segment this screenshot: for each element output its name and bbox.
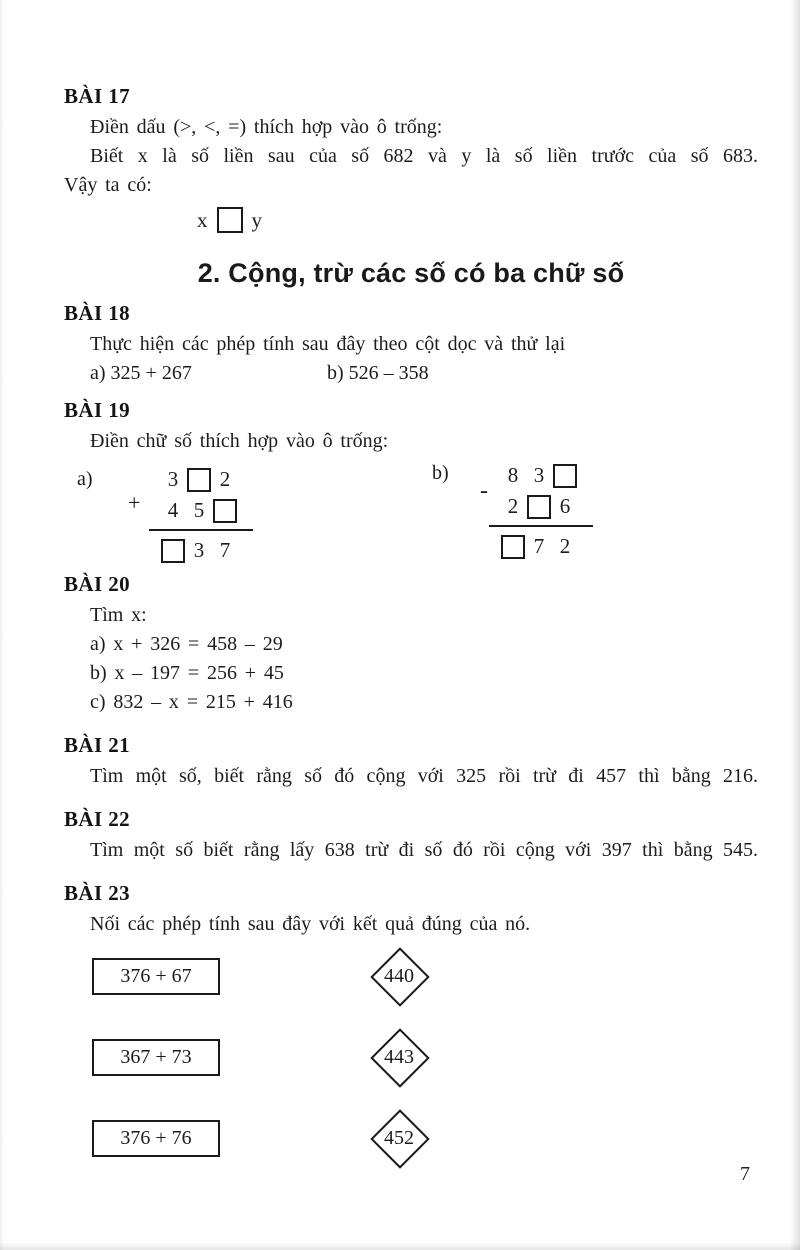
exercise-18-item-a: a) 325 + 267: [90, 362, 192, 384]
exercise-17-instruction: Điền dấu (>, <, =) thích hợp vào ô trống:: [90, 116, 443, 138]
compare-left-operand: x: [197, 207, 208, 232]
digit-cell: 5: [193, 498, 205, 522]
digit-cell: 2: [219, 467, 231, 491]
exercise-17-title: BÀI 17: [64, 84, 130, 108]
expression-text: 376 + 67: [120, 964, 192, 987]
result-diamond: [370, 947, 428, 1005]
exercise-18-items: [64, 359, 758, 388]
digit-cell: 3: [193, 538, 205, 562]
match-row: [64, 1028, 758, 1086]
digit-cell: 2: [507, 494, 519, 518]
exercise-21-text: Tìm một số, biết rằng số đó cộng với 325 rồi trừ đi 457 thì bằng 216.: [90, 765, 758, 787]
exercise-18-section: [64, 301, 758, 388]
digit-cell: 6: [559, 494, 571, 518]
exercise-23-matching: [64, 947, 758, 1167]
column-a-row2: [160, 495, 238, 526]
digit-cell: 8: [507, 463, 519, 487]
digit-cell: 2: [559, 534, 571, 558]
exercise-21-title: BÀI 21: [64, 733, 130, 757]
digit-cell: 4: [167, 498, 179, 522]
page-content: [64, 84, 758, 1190]
exercise-17-comparison: [197, 204, 758, 236]
exercise-23-title: BÀI 23: [64, 881, 130, 905]
expression-box: [92, 1120, 220, 1157]
exercise-19-problems: [64, 460, 758, 572]
column-b-result: [500, 531, 578, 562]
exercise-22-section: [64, 807, 758, 865]
scan-edge-bottom: [0, 1242, 800, 1250]
blank-answer-box: [217, 207, 243, 233]
result-text: 440: [384, 964, 414, 987]
exercise-20-title: BÀI 20: [64, 572, 130, 596]
column-problem-b: [480, 460, 578, 562]
exercise-20-item-c: c) 832 – x = 215 + 416: [90, 691, 293, 713]
exercise-22-title: BÀI 22: [64, 807, 130, 831]
expression-text: 376 + 76: [120, 1126, 192, 1149]
exercise-17-section: [64, 84, 758, 236]
page-number: 7: [740, 1163, 750, 1185]
exercise-18-instruction: Thực hiện các phép tính sau đây theo cột dọc và thử lại: [90, 333, 566, 355]
expression-box: [92, 1039, 220, 1076]
column-a-result: [160, 535, 238, 566]
blank-answer-box: [187, 468, 211, 492]
exercise-19-instruction: Điền chữ số thích hợp vào ô trống:: [90, 430, 389, 452]
result-text: 443: [384, 1045, 414, 1068]
column-b-row1: [500, 460, 578, 491]
section-heading: 2. Cộng, trừ các số có ba chữ số: [197, 258, 625, 288]
exercise-22-text: Tìm một số biết rằng lấy 638 trừ đi số đó rồi cộng với 397 thì bằng 545.: [90, 839, 758, 861]
exercise-21-section: [64, 733, 758, 791]
exercise-20-item-b: b) x – 197 = 256 + 45: [90, 662, 284, 684]
blank-answer-box: [501, 535, 525, 559]
column-problem-a: [128, 464, 238, 566]
exercise-17-conclusion: Vậy ta có:: [64, 174, 152, 196]
scan-edge-left: [0, 0, 4, 1250]
expression-text: 367 + 73: [120, 1045, 192, 1068]
problem-b-label: b): [432, 462, 449, 484]
match-row: [64, 947, 758, 1005]
digit-cell: 7: [219, 538, 231, 562]
blank-answer-box: [527, 495, 551, 519]
digit-cell: 3: [533, 463, 545, 487]
digit-cell: 3: [167, 467, 179, 491]
exercise-20-section: [64, 572, 758, 717]
column-a-row1: [160, 464, 238, 495]
sum-line: [149, 529, 253, 531]
blank-answer-box: [213, 499, 237, 523]
minus-operator: -: [480, 478, 488, 504]
column-b-row2: [500, 491, 578, 522]
scan-edge-right: [790, 0, 800, 1250]
exercise-20-item-a: a) x + 326 = 458 – 29: [90, 633, 283, 655]
match-row: [64, 1109, 758, 1167]
exercise-19-section: [64, 398, 758, 572]
exercise-20-instruction: Tìm x:: [90, 604, 147, 626]
problem-a-label: a): [77, 468, 93, 490]
exercise-17-given: Biết x là số liền sau của số 682 và y là số liền trước của số 683.: [90, 145, 758, 167]
blank-answer-box: [161, 539, 185, 563]
exercise-19-title: BÀI 19: [64, 398, 130, 422]
result-diamond: [370, 1109, 428, 1167]
result-diamond: [370, 1028, 428, 1086]
exercise-18-title: BÀI 18: [64, 301, 130, 325]
exercise-23-section: [64, 881, 758, 1167]
compare-right-operand: y: [251, 207, 262, 232]
difference-line: [489, 525, 593, 527]
expression-box: [92, 958, 220, 995]
result-text: 452: [384, 1126, 414, 1149]
exercise-18-item-b: b) 526 – 358: [327, 362, 429, 384]
exercise-23-instruction: Nối các phép tính sau đây với kết quả đúng của nó.: [90, 913, 531, 935]
plus-operator: +: [128, 490, 141, 515]
digit-cell: 7: [533, 534, 545, 558]
blank-answer-box: [553, 464, 577, 488]
